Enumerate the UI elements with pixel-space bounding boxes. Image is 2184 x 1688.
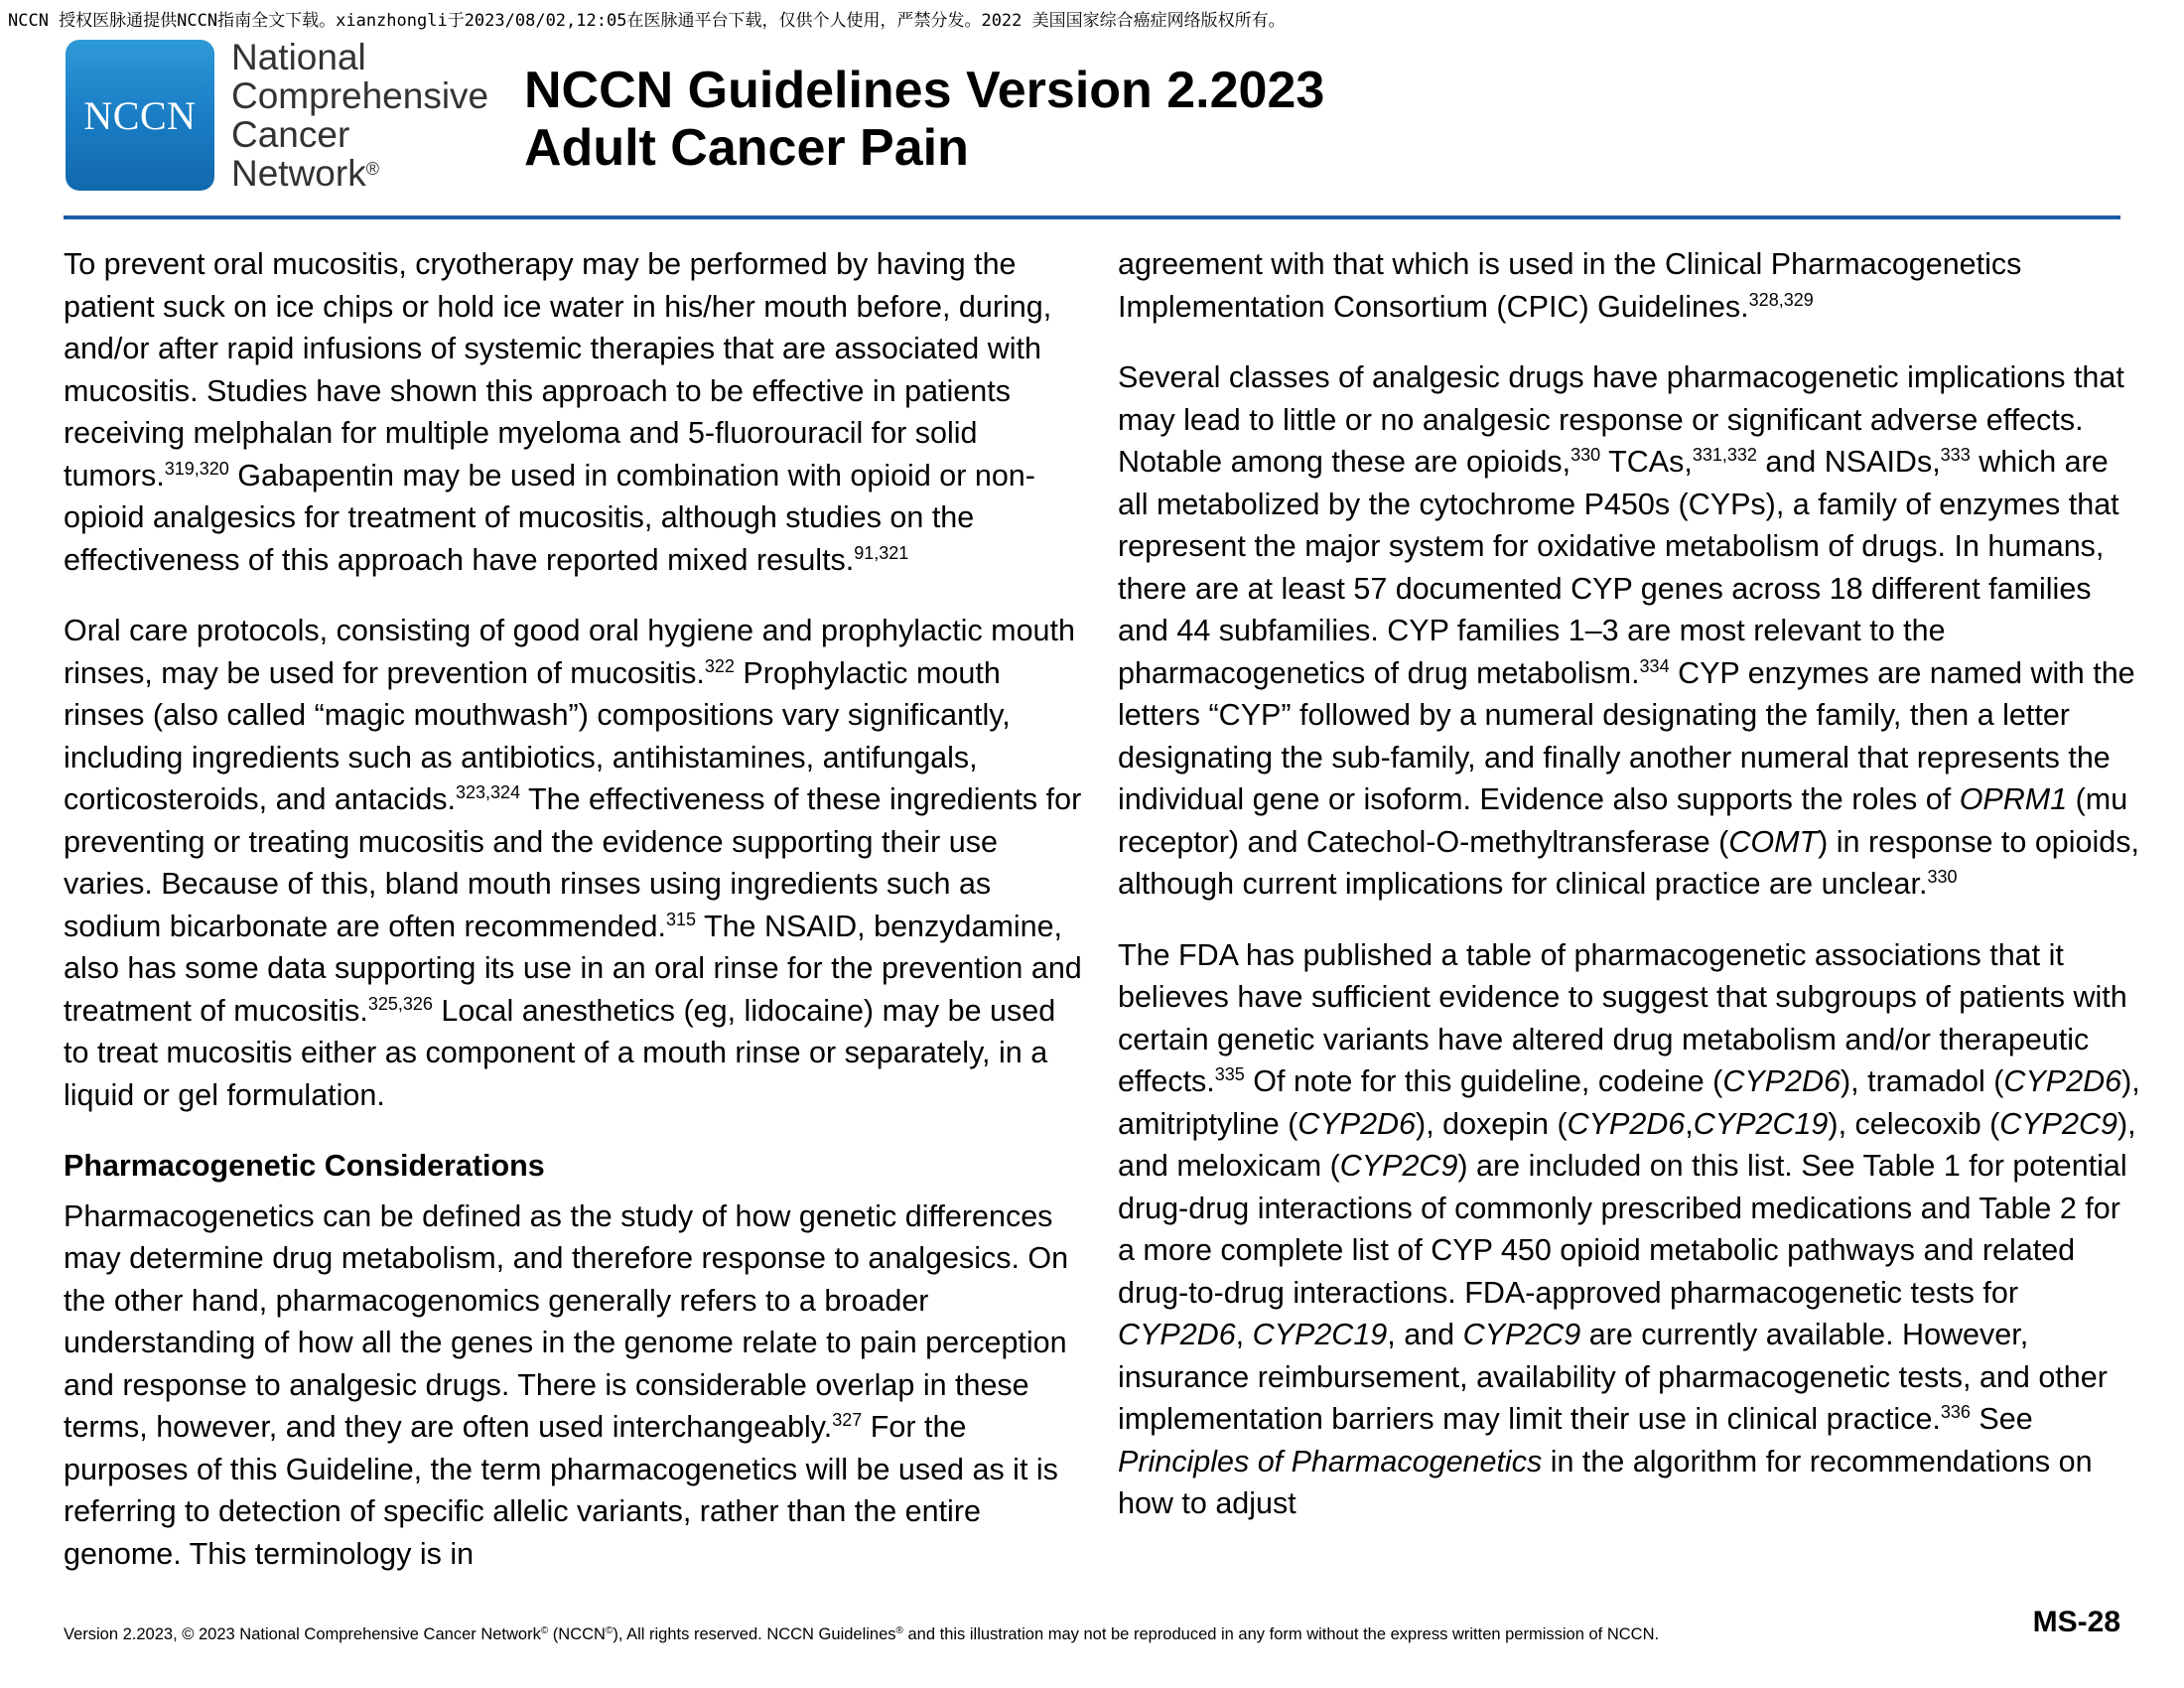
citation: 333 — [1940, 445, 1971, 465]
download-watermark: NCCN 授权医脉通提供NCCN指南全文下载。xianzhongli于2023/08/02,12:05在医脉通平台下载，仅供个人使用，严禁分发。2022 美国国家综合癌症网络版权所有。 — [8, 11, 1286, 31]
body-text: ), and meloxicam ( — [1118, 1106, 2136, 1183]
organization-name — [231, 38, 488, 193]
paragraph-oral-care — [64, 610, 1086, 1116]
gene-name: CYP2C19 — [1693, 1106, 1829, 1141]
title-version: NCCN Guidelines Version 2.2023 — [524, 62, 1325, 119]
paragraph-cyp-enzymes — [1118, 356, 2140, 906]
org-name-line4-wrap — [231, 154, 488, 193]
body-text: ), tramadol ( — [1841, 1064, 2004, 1098]
body-text: in the algorithm for recommendations on how to adjust — [1118, 1444, 2093, 1520]
left-column — [64, 243, 1086, 1604]
gene-name: CYP2C19 — [1252, 1318, 1388, 1351]
citation: 336 — [1940, 1402, 1971, 1422]
body-text: ), doxepin ( — [1416, 1106, 1568, 1141]
body-text: which are all metabolized by the cytochrome P450s (CYPs), a family of enzymes that represent the major system for oxidative metabolism of drugs. In humans, there are at least 57 documented CYP genes across 18 different families and 44 subfamilies. CYP families 1–3 are most relevant to the pharmacogenetics of drug metabolism. — [1118, 445, 2119, 690]
section-heading: Pharmacogenetic Considerations — [64, 1149, 545, 1183]
gene-name: CYP2C9 — [1999, 1106, 2117, 1141]
gene-name: CYP2C9 — [1462, 1318, 1581, 1351]
paragraph-cryotherapy — [64, 243, 1086, 581]
body-text: , — [1685, 1106, 1694, 1141]
citation: 331,332 — [1692, 445, 1757, 465]
body-text: ), amitriptyline ( — [1118, 1064, 2140, 1141]
nccn-logo-text: NCCN — [83, 92, 197, 138]
paragraph-fda-table — [1118, 934, 2140, 1525]
body-text: , — [1235, 1318, 1253, 1351]
algorithm-reference: Principles of Pharmacogenetics — [1118, 1444, 1543, 1478]
body-text: The effectiveness of these ingredients for preventing or treating mucositis and the evidence supporting their use varies. Because of this, bland mouth rinses using ingredients such as sodium bicarbonate are often recommended. — [64, 782, 1082, 943]
body-text: Local anesthetics (eg, lidocaine) may be used to treat mucositis either as component of a mouth rinse or separately, in a liquid or gel formulation. — [64, 993, 1056, 1112]
gene-name: CYP2D6 — [1567, 1106, 1686, 1141]
body-text: agreement with that which is used in the Clinical Pharmacogenetics Implementation Consortium (CPIC) Guidelines. — [1118, 247, 2022, 324]
footer-text: (NCCN — [548, 1625, 606, 1643]
nccn-logo — [66, 40, 214, 191]
body-text: Several classes of analgesic drugs have pharmacogenetic implications that may lead to little or no analgesic response or significant adverse effects. Notable among these are opioids, — [1118, 360, 2124, 479]
citation: 319,320 — [164, 458, 229, 479]
citation: 327 — [832, 1410, 863, 1430]
footer-mark: © — [540, 1625, 549, 1636]
body-text: (mu receptor) and Catechol-O-methyltransferase ( — [1118, 782, 2128, 859]
body-text: Pharmacogenetics can be defined as the study of how genetic differences may determine drug metabolism, and therefore response to analgesics. On the other hand, pharmacogenomics generally refers to a broader understanding of how all the genes in the genome relate to pain perception and response to analgesic drugs. There is considerable overlap in these terms, however, and they are often used interchangeably. — [64, 1198, 1069, 1444]
citation: 334 — [1639, 655, 1670, 676]
body-text: ) in response to opioids, although current implications for clinical practice are unclear. — [1118, 824, 2139, 901]
body-text: Prophylactic mouth rinses (also called “magic mouthwash”) compositions vary significantly, including ingredients such as antibiotics, antihistamines, antifungals, corticosteroids, and antacids. — [64, 655, 1011, 816]
org-name-line4: Network — [231, 153, 366, 194]
gene-name: COMT — [1728, 824, 1819, 859]
header-divider — [64, 215, 2120, 219]
citation: 328,329 — [1748, 289, 1814, 310]
org-name-line1: National — [231, 37, 366, 77]
body-text: CYP enzymes are named with the letters “CYP” followed by a numeral designating the family, then a letter designating the sub-family, and finally another numeral that represents the individual gene or isoform. Evidence also supports the roles of — [1118, 655, 2135, 816]
paragraph-pharmacogenetics-definition — [64, 1196, 1086, 1576]
citation: 323,324 — [456, 782, 521, 802]
body-text: The FDA has published a table of pharmacogenetic associations that it believes have sufficient evidence to suggest that subgroups of patients with certain genetic variants have altered drug metabolism and/or therapeutic effects. — [1118, 937, 2127, 1098]
gene-name: CYP2C9 — [1339, 1149, 1458, 1183]
body-text: TCAs, — [1600, 445, 1693, 479]
body-text: For the purposes of this Guideline, the term pharmacogenetics will be used as it is referring to detection of specific allelic variants, rather than the entire genome. This terminology is in — [64, 1410, 1058, 1571]
org-name-line3: Cancer — [231, 114, 350, 155]
citation: 325,326 — [367, 993, 433, 1014]
citation: 315 — [665, 909, 697, 929]
footer-mark: © — [605, 1625, 614, 1636]
footer-text: ), All rights reserved. NCCN Guidelines — [613, 1625, 896, 1643]
body-text: To prevent oral mucositis, cryotherapy may be performed by having the patient suck on ice chips or hold ice water in his/her mouth before, during, and/or after rapid infusions of systemic therapies that are associated with mucositis. Studies have shown this approach to be effective in patients receiving melphalan for multiple myeloma and 5-fluorouracil for solid tumors. — [64, 247, 1052, 492]
gene-name: CYP2D6 — [1722, 1064, 1842, 1098]
body-text: Gabapentin may be used in combination with opioid or non-opioid analgesics for treatment of mucositis, although studies on the effectiveness of this approach have reported mixed results. — [64, 458, 1035, 577]
body-text: ) are included on this list. See Table 1 for potential drug-drug interactions of commonly prescribed medications and Table 2 for a more complete list of CYP 450 opioid metabolic pathways and related drug-to-drug interactions. FDA-approved pharmacogenetic tests for — [1118, 1149, 2127, 1310]
footer-mark: ® — [895, 1625, 903, 1636]
citation: 335 — [1214, 1064, 1245, 1084]
body-text: See — [1970, 1402, 2033, 1436]
citation: 91,321 — [854, 542, 909, 563]
copyright-footer — [64, 1625, 1659, 1644]
footer-text: Version 2.2023, © 2023 National Comprehensive Cancer Network — [64, 1625, 541, 1643]
gene-name: CYP2D6 — [1297, 1106, 1417, 1141]
body-text: are currently available. However, insurance reimbursement, availability of pharmacogenetic tests, and other implementation barriers may limit their use in clinical practice. — [1118, 1318, 2108, 1436]
body-text: ), celecoxib ( — [1828, 1106, 2000, 1141]
footer-text: and this illustration may not be reproduced in any form without the express written permission of NCCN. — [902, 1625, 1660, 1643]
body-text: The NSAID, benzydamine, also has some data supporting its use in an oral rinse for the prevention and treatment of mucositis. — [64, 909, 1082, 1028]
title-topic: Adult Cancer Pain — [524, 119, 969, 177]
body-text: and NSAIDs, — [1756, 445, 1941, 479]
page-number: MS-28 — [2032, 1606, 2120, 1638]
gene-name: OPRM1 — [1959, 782, 2068, 816]
citation: 322 — [704, 655, 735, 676]
gene-name: CYP2D6 — [1118, 1318, 1236, 1351]
gene-name: CYP2D6 — [2003, 1064, 2122, 1098]
right-column — [1118, 243, 2140, 1554]
body-text: Of note for this guideline, codeine ( — [1244, 1064, 1723, 1098]
document-title — [524, 62, 1324, 177]
body-text: Oral care protocols, consisting of good oral hygiene and prophylactic mouth rinses, may be used for prevention of mucositis. — [64, 614, 1075, 690]
citation: 330 — [1927, 867, 1958, 887]
body-text: , and — [1387, 1318, 1463, 1351]
citation: 330 — [1570, 445, 1601, 465]
registered-mark: ® — [365, 159, 379, 179]
org-name-line2: Comprehensive — [231, 75, 489, 116]
paragraph-cpic — [1118, 243, 2140, 328]
